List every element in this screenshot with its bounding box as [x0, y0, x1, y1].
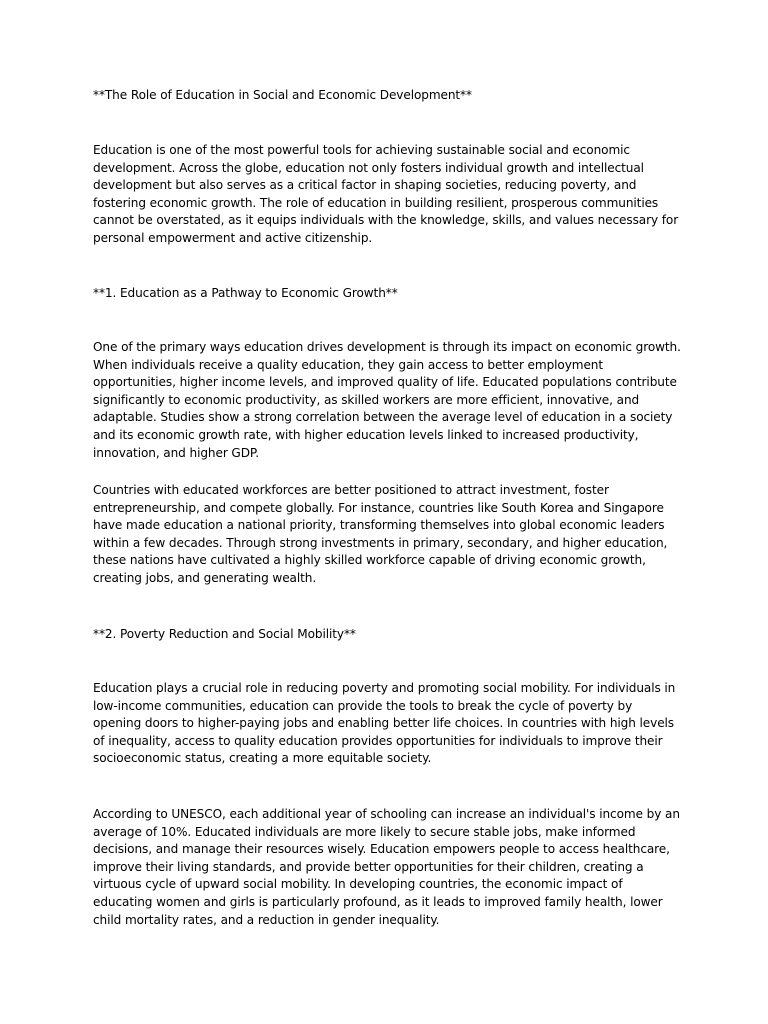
section-2-heading: **2. Poverty Reduction and Social Mobility**	[93, 627, 356, 641]
section-2-paragraph-1: Education plays a crucial role in reducing poverty and promoting social mobility. For individuals in low-income communities, education can provide the tools to break the cycle of poverty by opening doors to higher-paying jobs and enabling better life choices. In countries with high levels of inequality, access to quality education provides opportunities for individuals to improve their socioeconomic status, creating a more equitable society.	[93, 681, 676, 766]
section-1-paragraph-1: One of the primary ways education drives development is through its impact on economic growth. When individuals receive a quality education, they gain access to better employment opportunities, higher income levels, and improved quality of life. Educated populations contribute significantly to economic productivity, as skilled workers are more efficient, innovative, and adaptable. Studies show a strong correlation between the average level of education in a society and its economic growth rate, with higher education levels linked to increased productivity, innovation, and higher GDP.	[93, 340, 681, 460]
section-1-paragraph-2: Countries with educated workforces are better positioned to attract investment, foster entrepreneurship, and compete globally. For instance, countries like South Korea and Singapore have made education a national priority, transforming themselves into global economic leaders within a few decades. Through strong investments in primary, secondary, and higher education, these nations have cultivated a highly skilled workforce capable of driving economic growth, creating jobs, and generating wealth.	[93, 483, 668, 585]
section-1-heading: **1. Education as a Pathway to Economic Growth**	[93, 286, 398, 300]
section-2-paragraph-2: According to UNESCO, each additional year of schooling can increase an individual's income by an average of 10%. Educated individuals are more likely to secure stable jobs, make informed decisions, and manage their resources wisely. Education empowers people to access healthcare, improve their living standards, and provide better opportunities for their children, creating a virtuous cycle of upward social mobility. In developing countries, the economic impact of educating women and girls is particularly profound, as it leads to improved family health, lower child mortality rates, and a reduction in gender inequality.	[93, 807, 680, 927]
document-title: **The Role of Education in Social and Economic Development**	[93, 88, 472, 102]
intro-paragraph: Education is one of the most powerful tools for achieving sustainable social and economic development. Across the globe, education not only fosters individual growth and intellectual development but also serves as a critical factor in shaping societies, reducing poverty, and fostering economic growth. The role of education in building resilient, prosperous communities cannot be overstated, as it equips individuals with the knowledge, skills, and values necessary for personal empowerment and active citizenship.	[93, 143, 679, 245]
